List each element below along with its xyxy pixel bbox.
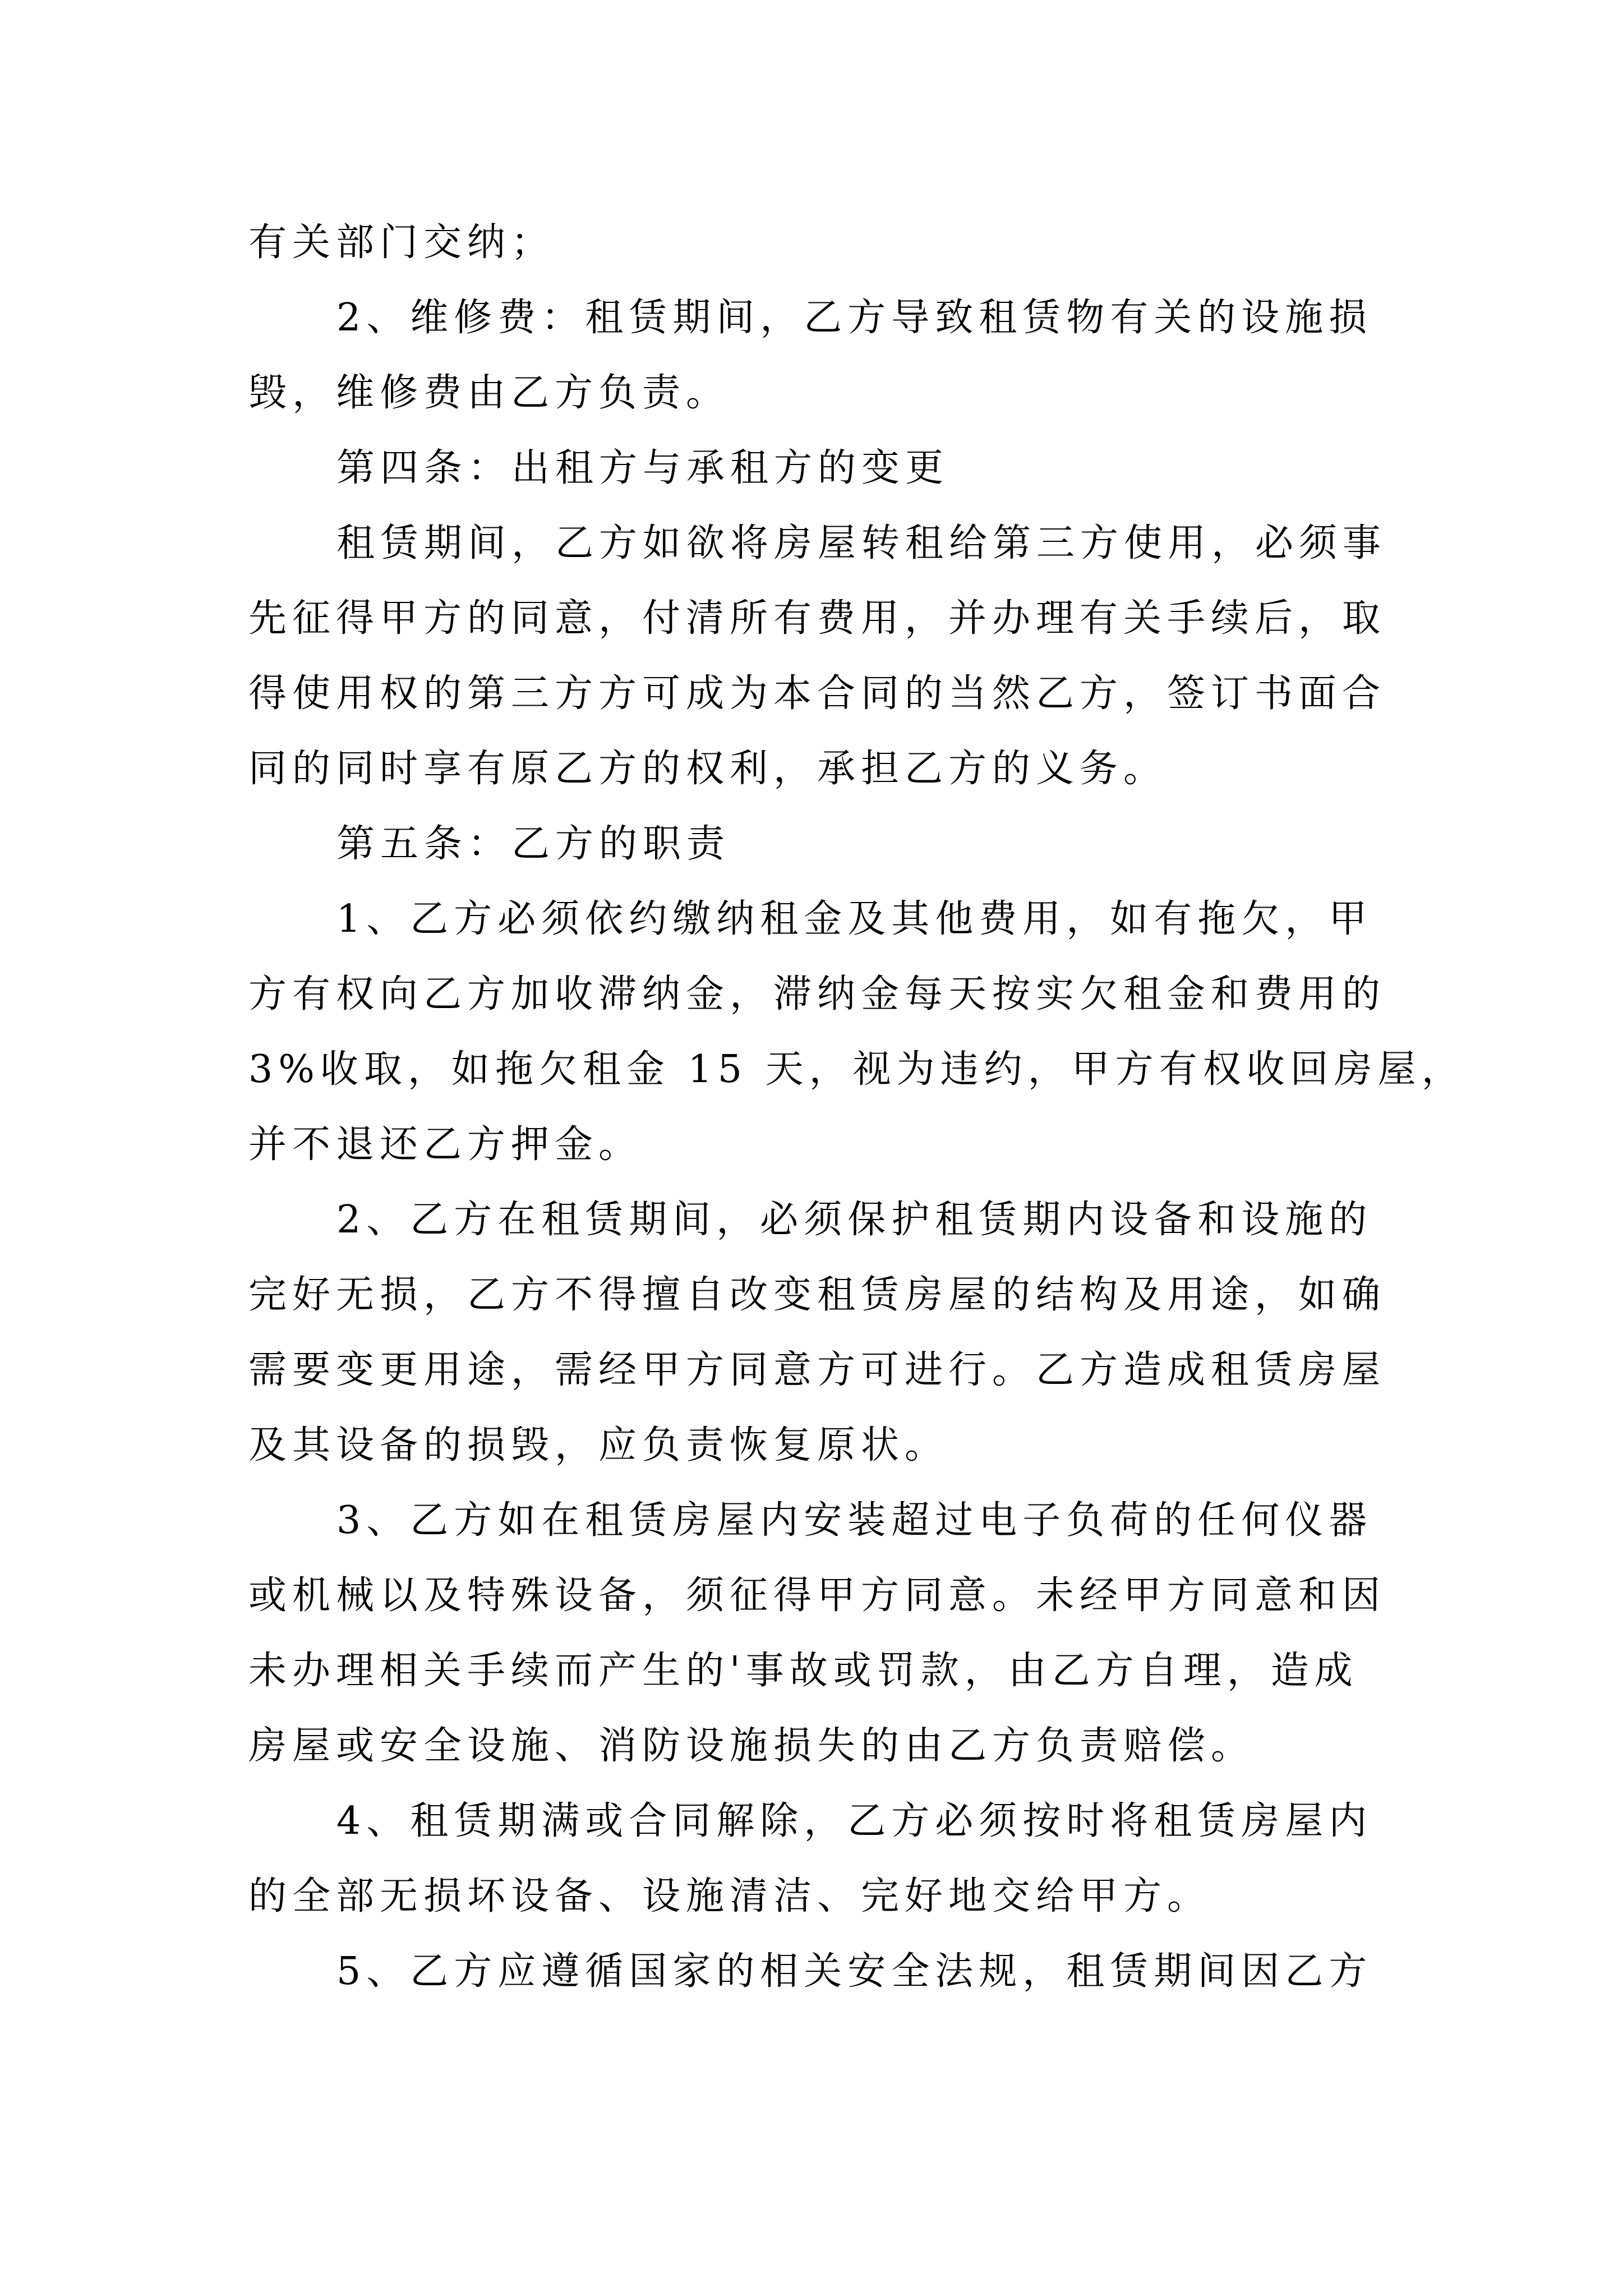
text-line-1: 有关部门交纳； [248,220,555,265]
section-heading-4: 第四条：出租方与承租方的变更 [336,446,949,490]
text-line-23: 的全部无损坏设备、设施清洁、完好地交给甲方。 [248,1874,1211,1918]
text-line-11: 方有权向乙方加收滞纳金，滞纳金每天按实欠租金和费用的 [248,972,1386,1016]
text-line-15: 完好无损，乙方不得擅自改变租赁房屋的结构及用途，如确 [248,1273,1386,1317]
text-line-22: 4、租赁期满或合同解除，乙方必须按时将租赁房屋内 [336,1799,1373,1843]
text-line-14: 2、乙方在租赁期间，必须保护租赁期内设备和设施的 [336,1198,1373,1242]
text-line-6: 先征得甲方的同意，付清所有费用，并办理有关手续后，取 [248,596,1386,641]
text-line-17: 及其设备的损毁，应负责恢复原状。 [248,1423,949,1467]
text-line-10: 1、乙方必须依约缴纳租金及其他费用，如有拖欠，甲 [336,897,1373,941]
text-line-19: 或机械以及特殊设备，须征得甲方同意。未经甲方同意和因 [248,1573,1386,1618]
text-line-18: 3、乙方如在租赁房屋内安装超过电子负荷的任何仪器 [336,1498,1373,1543]
text-line-21: 房屋或安全设施、消防设施损失的由乙方负责赔偿。 [248,1724,1255,1768]
text-line-13: 并不退还乙方押金。 [248,1122,643,1167]
text-line-24: 5、乙方应遵循国家的相关安全法规，租赁期间因乙方 [336,1949,1373,1994]
text-line-12: 3%收取，如拖欠租金 15 天，视为违约，甲方有权收回房屋， [248,1047,1465,1092]
text-line-5: 租赁期间，乙方如欲将房屋转租给第三方使用，必须事 [336,521,1387,565]
text-line-16: 需要变更用途，需经甲方同意方可进行。乙方造成租赁房屋 [248,1348,1386,1392]
text-line-3: 毁，维修费由乙方负责。 [248,371,730,415]
text-line-20: 未办理相关手续而产生的'事故或罚款，由乙方自理，造成 [248,1649,1358,1693]
section-heading-5: 第五条：乙方的职责 [336,822,731,866]
text-line-8: 同的同时享有原乙方的权利，承担乙方的义务。 [248,747,1168,791]
text-line-2: 2、维修费：租赁期间，乙方导致租赁物有关的设施损 [336,296,1373,340]
text-line-7: 得使用权的第三方方可成为本合同的当然乙方，签订书面合 [248,671,1386,716]
